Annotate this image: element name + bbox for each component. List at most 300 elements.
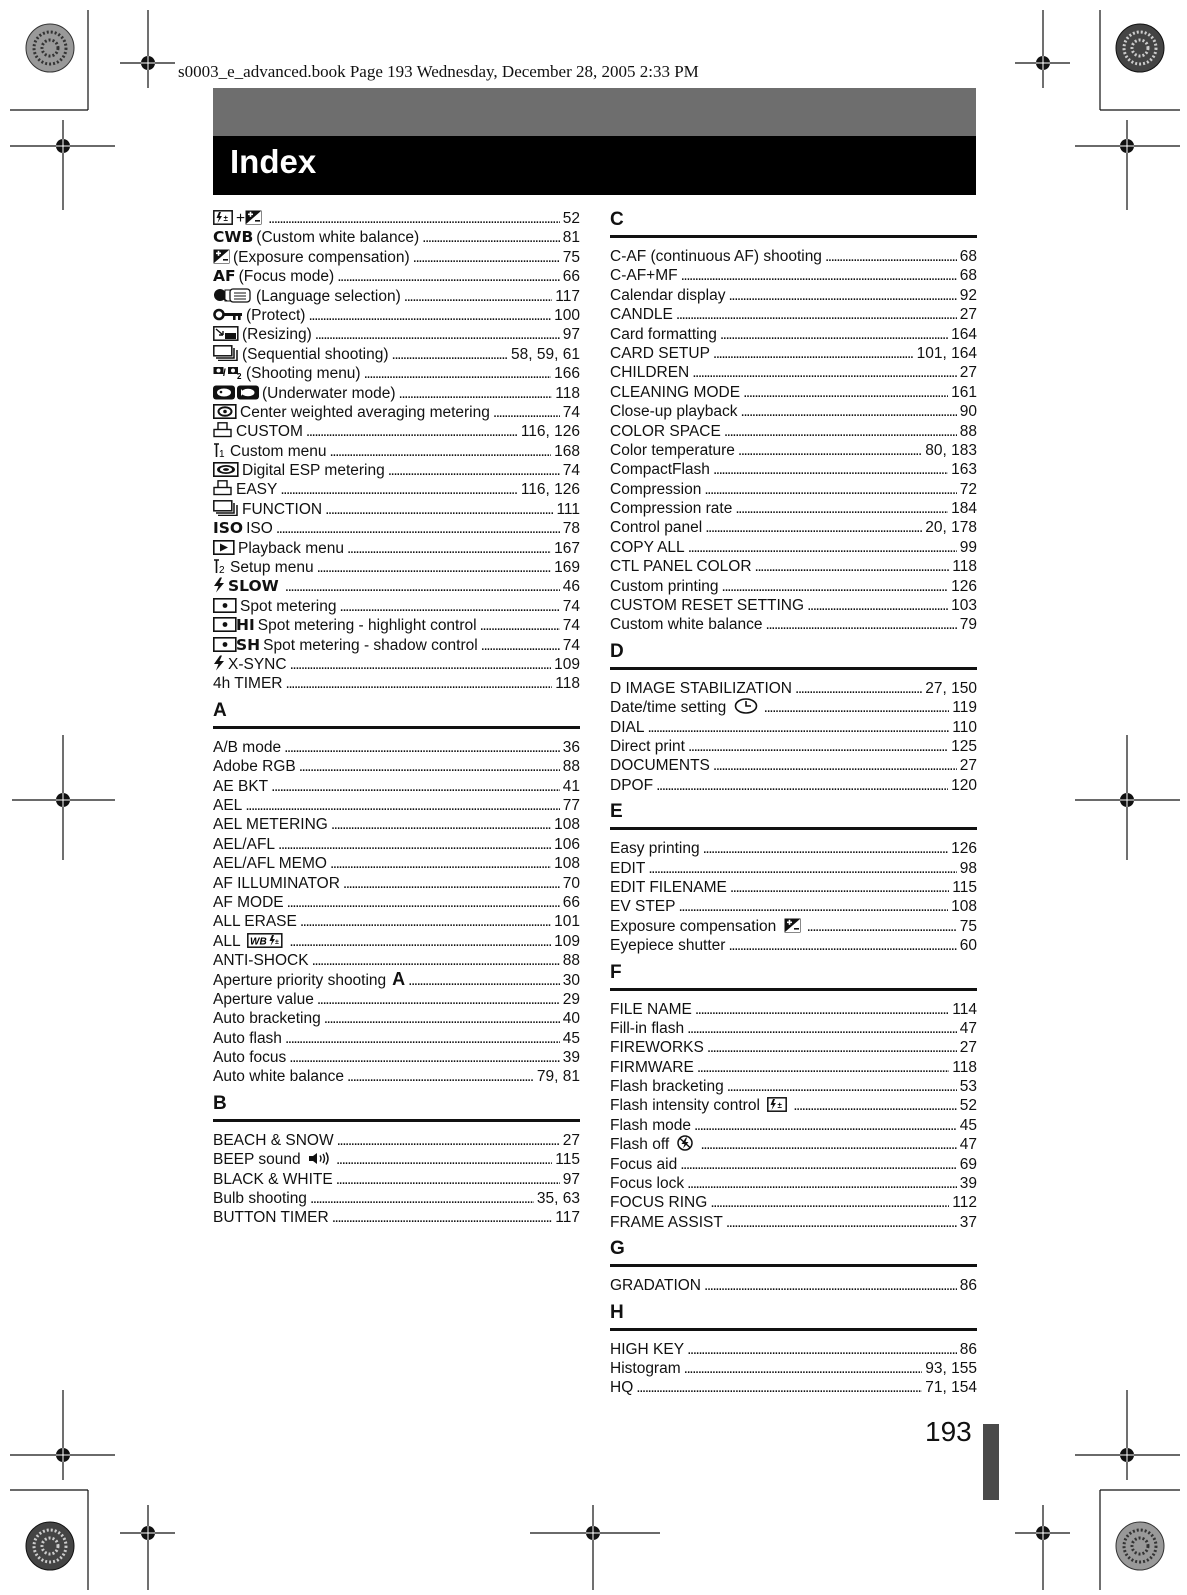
page-reference: 41 <box>562 777 580 795</box>
page-reference: 53 <box>959 1078 977 1096</box>
index-entry <box>213 1189 580 1208</box>
term-text: FRAME ASSIST <box>610 1213 723 1231</box>
section-rule <box>610 667 977 670</box>
section-rule <box>610 827 977 830</box>
dot-leader <box>481 636 560 655</box>
term-text: Center weighted averaging metering <box>240 403 490 421</box>
dot-leader <box>422 228 560 247</box>
term-text: (Sequential shooting) <box>242 345 389 363</box>
page-reference: 118 <box>555 384 580 402</box>
index-term <box>213 854 327 873</box>
term-text: HQ <box>610 1379 634 1397</box>
page-reference: 71, 154 <box>925 1379 977 1397</box>
page-reference: 118 <box>952 1058 977 1076</box>
page-reference: 101, 164 <box>916 344 977 362</box>
term-text: X-SYNC <box>228 655 287 673</box>
index-term <box>610 441 735 460</box>
page-reference: 46 <box>562 578 580 596</box>
page-reference: 74 <box>562 617 580 635</box>
index-term <box>213 757 296 776</box>
term-text: Flash bracketing <box>610 1078 724 1096</box>
dot-leader <box>324 1009 560 1028</box>
index-term <box>213 1150 333 1171</box>
index-term <box>610 1135 697 1156</box>
page-reference: 30 <box>562 972 580 990</box>
term-text: DIAL <box>610 718 645 736</box>
section-rule <box>610 988 977 991</box>
index-term <box>213 248 410 269</box>
index-term <box>213 1208 329 1227</box>
index-entry <box>213 777 580 796</box>
index-term <box>213 932 286 953</box>
protect-key-icon <box>213 307 243 327</box>
term-tag: ISO <box>213 519 244 538</box>
index-entry <box>610 344 977 363</box>
term-text: CompactFlash <box>610 461 710 479</box>
dot-leader <box>707 1038 957 1057</box>
index-entry <box>610 383 977 402</box>
page-reference: 97 <box>562 1170 580 1188</box>
dot-leader <box>705 518 922 537</box>
svg-text:2: 2 <box>219 565 225 575</box>
dot-leader <box>703 839 949 858</box>
index-term <box>610 247 822 266</box>
dot-leader <box>340 597 560 616</box>
dot-leader <box>337 1131 560 1150</box>
term-text: D IMAGE STABILIZATION <box>610 679 793 697</box>
exposure-compensation-icon <box>784 918 801 938</box>
dot-leader <box>676 305 957 324</box>
index-term <box>610 577 719 596</box>
index-term <box>610 344 710 363</box>
index-term <box>610 1359 681 1378</box>
dot-leader <box>480 616 560 635</box>
index-term <box>610 557 752 576</box>
index-term <box>610 1038 704 1057</box>
index-entry <box>213 325 580 344</box>
dot-leader <box>337 267 560 286</box>
index-term <box>213 1189 307 1208</box>
term-text: ISO <box>246 520 273 538</box>
page-reference: 115 <box>555 1151 580 1169</box>
page-reference: 39 <box>562 1049 580 1067</box>
index-entry <box>610 402 977 421</box>
dot-leader <box>738 441 922 460</box>
page-reference: 164 <box>951 325 977 343</box>
index-entry <box>610 859 977 878</box>
page-reference: 37 <box>959 1213 977 1231</box>
index-term <box>213 674 283 693</box>
dot-leader <box>764 698 950 717</box>
index-entry <box>213 577 580 596</box>
page-reference: 36 <box>562 738 580 756</box>
term-text: COPY ALL <box>610 538 685 556</box>
index-term <box>610 402 738 421</box>
index-entry <box>610 596 977 615</box>
slow-flash-icon <box>213 577 225 598</box>
index-entry <box>610 1038 977 1057</box>
dot-leader <box>647 718 949 737</box>
dot-leader <box>713 756 957 775</box>
term-tag: SLOW <box>228 577 279 596</box>
index-section-a <box>213 698 580 1087</box>
term-text: Focus aid <box>610 1155 678 1173</box>
flash-intensity-plus-exposure-icon <box>213 210 233 230</box>
term-text: BUTTON TIMER <box>213 1209 329 1227</box>
index-term <box>610 878 727 897</box>
index-entry <box>610 698 977 717</box>
resize-icon <box>213 326 239 346</box>
index-entry <box>610 776 977 795</box>
index-entry <box>213 893 580 912</box>
dot-leader <box>312 951 560 970</box>
term-text: Direct print <box>610 737 685 755</box>
term-text: Adobe RGB <box>213 758 296 776</box>
index-entry <box>213 854 580 873</box>
page-reference: 86 <box>959 1340 977 1358</box>
center-weighted-metering-icon <box>213 404 237 424</box>
term-text: DPOF <box>610 776 654 794</box>
page-reference: 68 <box>959 248 977 265</box>
dot-leader <box>310 1189 534 1208</box>
index-term <box>213 616 477 637</box>
index-term <box>610 596 804 615</box>
index-term <box>213 287 401 308</box>
page-reference: 168 <box>554 442 580 460</box>
term-text: A/B mode <box>213 738 282 756</box>
page-reference: 40 <box>562 1010 580 1028</box>
index-entry <box>213 874 580 893</box>
exposure-compensation-icon <box>245 210 262 230</box>
page-reference: 103 <box>951 597 977 615</box>
dot-leader <box>392 345 509 364</box>
page-reference: 35, 63 <box>536 1189 580 1207</box>
page-reference: 52 <box>959 1097 977 1115</box>
page-reference: 45 <box>959 1116 977 1134</box>
page-reference: 66 <box>562 893 580 911</box>
easy-print-icon <box>213 480 233 501</box>
term-text: C-AF+MF <box>610 267 678 285</box>
dot-leader <box>315 325 560 344</box>
dot-leader <box>678 897 948 916</box>
index-term <box>610 756 710 775</box>
page-reference: 116, 126 <box>520 481 580 499</box>
index-entry <box>213 228 580 247</box>
index-term <box>213 636 478 657</box>
dot-leader <box>741 402 957 421</box>
dot-leader <box>648 859 956 878</box>
page-reference: 80, 183 <box>925 441 977 459</box>
index-term <box>610 460 710 479</box>
index-entry <box>610 1000 977 1019</box>
dot-leader <box>687 1174 957 1193</box>
term-text: GRADATION <box>610 1277 701 1295</box>
term-text: AEL/AFL <box>213 835 276 853</box>
index-entry <box>213 480 580 499</box>
term-text: Aperture value <box>213 990 314 1008</box>
page-reference: 106 <box>554 835 580 853</box>
index-entry <box>610 557 977 576</box>
flash-bolt-icon <box>213 655 225 676</box>
page-reference: 97 <box>562 326 580 344</box>
dot-leader <box>336 1170 560 1189</box>
index-term <box>213 539 344 560</box>
section-rule <box>610 235 977 238</box>
index-term <box>213 403 490 424</box>
index-entry <box>213 1208 580 1227</box>
index-entry <box>213 267 580 286</box>
index-section-b <box>213 1091 580 1228</box>
term-text: DOCUMENTS <box>610 757 710 775</box>
term-text: ANTI-SHOCK <box>213 952 309 970</box>
index-term <box>610 286 725 305</box>
page-reference: 117 <box>555 287 580 305</box>
index-entry <box>213 932 580 951</box>
wb-flash-icon <box>247 933 283 953</box>
dot-leader <box>720 325 948 344</box>
term-text: Exposure compensation <box>610 917 777 935</box>
index-term <box>213 480 277 501</box>
dot-leader <box>289 1048 560 1067</box>
page-reference: 117 <box>555 1209 580 1227</box>
playback-menu-icon <box>213 540 235 560</box>
term-text: Date/time setting <box>610 699 727 717</box>
index-term <box>610 839 700 858</box>
page-reference: 109 <box>554 932 580 950</box>
term-text: Control panel <box>610 519 703 537</box>
page-reference: 39 <box>959 1175 977 1193</box>
index-term <box>610 325 717 344</box>
index-entry <box>610 756 977 775</box>
index-entry <box>610 1359 977 1378</box>
dot-leader <box>724 422 957 441</box>
term-text: ALL ERASE <box>213 913 297 931</box>
index-term <box>213 815 328 834</box>
term-text: ALL <box>213 932 241 950</box>
index-entry <box>610 917 977 936</box>
page-reference: 66 <box>562 268 580 286</box>
spot-hi-metering-icon <box>213 617 237 637</box>
dot-leader <box>289 932 551 951</box>
index-entry <box>213 209 580 228</box>
index-entry <box>213 442 580 461</box>
index-entry <box>213 519 580 538</box>
term-text: Playback menu <box>238 539 344 557</box>
index-term <box>213 912 297 931</box>
index-term <box>610 917 804 938</box>
dot-leader <box>687 1340 957 1359</box>
index-entry <box>610 897 977 916</box>
page-reference: 161 <box>951 383 977 401</box>
page-reference: 125 <box>951 737 977 755</box>
term-text: FIRMWARE <box>610 1058 694 1076</box>
index-section-f <box>610 960 977 1233</box>
index-entry <box>213 951 580 970</box>
term-text: (Resizing) <box>242 326 312 344</box>
index-term <box>213 777 268 796</box>
index-term <box>213 874 340 893</box>
index-term <box>213 655 287 676</box>
term-text: AF MODE <box>213 893 284 911</box>
term-text: Eyepiece shutter <box>610 937 726 955</box>
index-term <box>610 1193 707 1212</box>
svg-text:±: ± <box>275 938 280 946</box>
index-term <box>610 936 725 955</box>
page-reference: 77 <box>562 796 580 814</box>
index-entry <box>610 1340 977 1359</box>
page-reference: 118 <box>952 558 977 576</box>
index-entry <box>213 1029 580 1048</box>
page-reference: 27, 150 <box>925 679 977 697</box>
index-section-g <box>610 1236 977 1295</box>
section-rule <box>610 1264 977 1267</box>
index-term <box>610 737 685 756</box>
dot-leader <box>684 1359 923 1378</box>
index-term <box>213 442 326 463</box>
page-reference: 115 <box>952 878 977 896</box>
page-reference: 120 <box>951 776 977 794</box>
index-entry <box>213 1048 580 1067</box>
page-reference: 52 <box>562 210 580 227</box>
term-text: Compression <box>610 480 702 498</box>
index-entry <box>213 1067 580 1086</box>
index-term <box>213 1067 344 1086</box>
index-entry <box>610 1116 977 1135</box>
dot-leader <box>713 344 914 363</box>
page-reference: 47 <box>959 1019 977 1037</box>
spot-metering-icon <box>213 598 237 618</box>
page-reference: 29 <box>562 990 580 1008</box>
custom-print-icon <box>213 422 233 443</box>
section-letter: E <box>610 801 623 823</box>
index-entry <box>213 597 580 616</box>
thumb-tab <box>983 1424 999 1500</box>
page-reference: 27 <box>959 364 977 382</box>
page-reference: 27 <box>562 1131 580 1149</box>
page-reference: 72 <box>959 480 977 498</box>
index-term <box>610 266 678 285</box>
term-text: Auto focus <box>213 1049 287 1067</box>
term-text: AF ILLUMINATOR <box>213 874 340 892</box>
page-reference: 166 <box>554 365 580 383</box>
custom-menu-icon <box>213 442 227 463</box>
dot-leader <box>795 679 922 698</box>
title-band <box>213 136 976 195</box>
page-reference: 20, 178 <box>925 519 977 537</box>
dot-leader <box>287 893 560 912</box>
index-entry <box>213 616 580 635</box>
term-text: CANDLE <box>610 306 673 324</box>
dot-leader <box>347 539 551 558</box>
dot-leader <box>317 558 552 577</box>
page-reference: 60 <box>959 937 977 955</box>
index-entry <box>610 1077 977 1096</box>
term-text: Auto flash <box>213 1029 282 1047</box>
dot-leader <box>408 971 560 990</box>
section-letter: H <box>610 1301 624 1323</box>
index-term <box>213 970 405 990</box>
index-section-c <box>610 207 977 635</box>
index-section-h <box>610 1300 977 1398</box>
dot-leader <box>713 460 948 479</box>
term-text: Digital ESP metering <box>242 462 385 480</box>
index-entry <box>610 1193 977 1212</box>
index-term <box>610 422 721 441</box>
term-text: (Custom white balance) <box>256 229 420 247</box>
dot-leader <box>727 1077 957 1096</box>
index-entry <box>610 363 977 382</box>
term-text: Custom white balance <box>610 616 763 634</box>
dot-leader <box>290 655 552 674</box>
term-text: Custom menu <box>230 442 327 460</box>
book-header-line: s0003_e_advanced.book Page 193 Wednesday, December 28, 2005 2:33 PM <box>178 62 699 81</box>
dot-leader <box>331 815 551 834</box>
term-text: Spot metering - highlight control <box>257 617 477 635</box>
dot-leader <box>687 1019 957 1038</box>
page-reference: 75 <box>959 917 977 935</box>
page-reference: 111 <box>556 500 580 518</box>
term-text: (Shooting menu) <box>246 365 361 383</box>
index-entry <box>213 1150 580 1169</box>
term-text: (Protect) <box>246 306 306 324</box>
setup-menu-icon <box>213 558 227 579</box>
dot-leader <box>694 1116 957 1135</box>
page-reference: 109 <box>554 655 580 673</box>
page-reference: 118 <box>555 675 580 693</box>
index-entry <box>610 499 977 518</box>
dot-leader <box>332 1208 553 1227</box>
page-reference: 88 <box>562 758 580 776</box>
index-term <box>213 835 275 854</box>
page-reference: 68 <box>959 267 977 285</box>
dot-leader <box>807 917 957 936</box>
page-reference: 99 <box>959 538 977 556</box>
index-term <box>213 1029 282 1048</box>
index-term <box>610 1340 684 1359</box>
underwater-mode-icon <box>213 385 259 405</box>
dot-leader <box>807 596 948 615</box>
term-text: BEACH & SNOW <box>213 1131 334 1149</box>
index-term <box>610 1213 723 1232</box>
svg-text:1: 1 <box>219 448 225 458</box>
term-text: (Language selection) <box>256 287 401 305</box>
dot-leader <box>700 1135 956 1154</box>
term-text: (Underwater mode) <box>262 384 396 402</box>
dot-leader <box>697 1058 949 1077</box>
index-term <box>213 558 314 579</box>
section-rule <box>610 1328 977 1331</box>
dot-leader <box>399 384 553 403</box>
page-reference: 93, 155 <box>925 1359 977 1377</box>
page-reference: 114 <box>952 1000 977 1018</box>
index-term <box>610 1096 790 1117</box>
dot-leader <box>404 287 553 306</box>
index-term <box>213 267 334 286</box>
term-text: Close-up playback <box>610 403 738 421</box>
index-entry <box>213 306 580 325</box>
term-text: AEL/AFL MEMO <box>213 855 327 873</box>
title-band-top <box>213 88 976 136</box>
page-reference: 27 <box>959 757 977 775</box>
index-entry <box>610 266 977 285</box>
index-term <box>610 615 763 634</box>
section-letter: B <box>213 1092 227 1114</box>
index-entry <box>213 835 580 854</box>
page-reference: 75 <box>562 248 580 266</box>
index-entry <box>610 577 977 596</box>
dot-leader <box>300 912 551 931</box>
page-reference: 101 <box>554 913 580 931</box>
